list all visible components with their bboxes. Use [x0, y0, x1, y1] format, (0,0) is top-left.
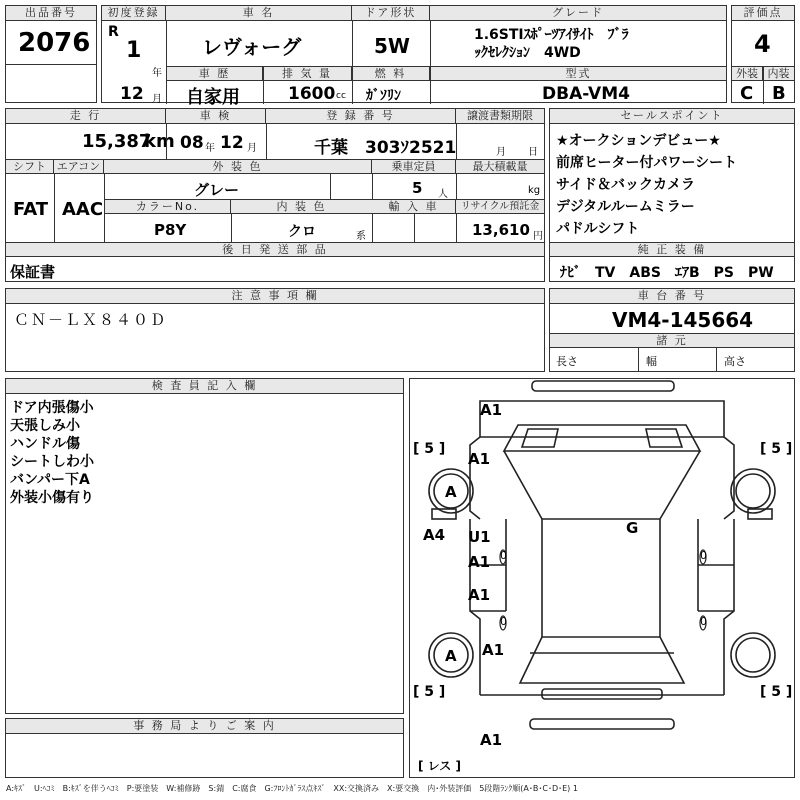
door-value: 5W	[374, 34, 410, 58]
notes-label: 注 意 事 項 欄	[6, 289, 544, 304]
displacement-unit: cc	[336, 91, 346, 101]
inspector-label: 検 査 員 記 入 欄	[6, 379, 403, 394]
mileage-value: 15,387	[82, 131, 152, 152]
inspection-year-unit: 年	[205, 143, 215, 154]
later-parts-label: 後 日 発 送 部 品	[6, 243, 544, 257]
later-parts-value: 保証書	[10, 263, 56, 281]
score-label: 評価点	[732, 6, 794, 21]
grade-line2: ｯｸｾﾚｸｼｮﾝ 4WD	[474, 45, 581, 61]
chassis-value: VM4-145664	[612, 308, 754, 332]
inspector-line: ハンドル傷	[10, 436, 80, 452]
recycle-unit: 円	[533, 231, 543, 242]
load-unit: kg	[528, 185, 541, 196]
recycle-value: 13,610	[472, 221, 530, 239]
lot-box	[5, 5, 97, 103]
sales-points-label: セールスポイント	[550, 109, 794, 124]
height-label: 高さ	[724, 355, 746, 368]
genuine-value: ﾅﾋﾞ TV ABS ｴｱB PS PW	[560, 265, 774, 281]
interior-label: 内装	[763, 67, 794, 81]
inspection-label: 車 検	[166, 109, 266, 124]
int-color-label: 内 装 色	[231, 200, 372, 214]
tread-rear-right: [ 5 ]	[760, 684, 793, 700]
mileage-label: 走 行	[6, 109, 166, 124]
door-label: ドア形状	[352, 6, 430, 21]
oval-zero-right-front: 0	[700, 549, 707, 562]
office-label: 事 務 局 よ り ご 案 内	[6, 719, 403, 734]
damage-mark-wheel-fl: A	[445, 483, 457, 501]
sales-point-item: ★オークションデビュー★	[556, 133, 721, 149]
oval-zero-left-front: 0	[500, 549, 507, 562]
shift-label: シフト	[6, 160, 54, 174]
color-no-value: P8Y	[154, 221, 187, 239]
inspection-year: 08	[180, 133, 204, 153]
inspector-line: 外装小傷有り	[10, 490, 94, 506]
ac-value: AAC	[62, 199, 104, 220]
score-value: 4	[754, 30, 771, 58]
damage-mark-side-left: A4	[423, 526, 446, 544]
damage-mark-windshield: G	[626, 519, 639, 537]
damage-mark-front-door-2: A1	[468, 553, 491, 571]
grade-label: グレード	[430, 6, 726, 21]
inspector-line: シートしわ小	[10, 454, 94, 470]
recycle-label: リサイクル預託金	[456, 200, 544, 214]
history-label: 車 歴	[167, 67, 263, 81]
office-box	[5, 718, 404, 778]
spare-tire-status: [ レス ]	[418, 759, 461, 773]
displacement-value: 1600	[288, 84, 336, 104]
damage-mark-rear-door: A1	[468, 586, 491, 604]
era-letter: R	[108, 24, 119, 40]
damage-mark-front-door: U1	[468, 528, 491, 546]
notes-box	[5, 288, 545, 372]
inspector-box	[5, 378, 404, 714]
ext-color-label: 外 装 色	[104, 160, 372, 174]
load-label: 最大積載量	[456, 160, 544, 174]
history-value: 自家用	[186, 87, 240, 108]
damage-mark-bumper-rear: A1	[480, 731, 503, 749]
import-label: 輸 入 車	[372, 200, 456, 214]
first-reg-year: 1	[126, 38, 142, 63]
registration-label: 登 録 番 号	[266, 109, 456, 124]
year-unit: 年	[152, 68, 162, 79]
sales-point-item: パドルシフト	[556, 221, 640, 237]
lot-number: 2076	[18, 28, 91, 58]
mileage-unit: km	[144, 131, 175, 152]
sales-point-item: デジタルルームミラー	[556, 199, 695, 215]
damage-legend: A:ｷｽﾞ U:ﾍｺﾐ B:ｷｽﾞを伴うﾍｺﾐ P:要塗装 W:補修跡 S:錆 C:腐食 G:ﾌﾛﾝﾄｶﾞﾗｽ点ｷｽﾞ XX:交換済み X:要交換 内･外装評価 5段階ﾗﾝｸ順(A･B･C･D･E) 1	[6, 784, 578, 793]
int-color-value: クロ	[288, 224, 316, 240]
score-box	[731, 5, 795, 103]
capacity-unit: 人	[438, 189, 448, 200]
registration-value: 千葉 303ｿ2521	[314, 138, 457, 158]
sales-points-box	[549, 108, 795, 282]
inspector-line: 天張しみ小	[10, 418, 80, 434]
capacity-label: 乗車定員	[372, 160, 456, 174]
spec-label: 諸 元	[550, 334, 794, 348]
grade-line1: 1.6STIｽﾎﾟｰﾂｱｲｻｲﾄ ﾌﾞﾗ	[474, 27, 629, 43]
damage-mark-fender-left: A1	[468, 450, 491, 468]
capacity-value: 5	[412, 179, 423, 197]
exterior-label: 外装	[732, 67, 763, 81]
tread-rear-left: [ 5 ]	[413, 684, 446, 700]
car-diagram	[410, 379, 794, 777]
shift-value: FAT	[13, 199, 49, 220]
fuel-value: ｶﾞｿﾘﾝ	[366, 88, 401, 104]
model-value: DBA-VM4	[542, 84, 630, 104]
lot-label: 出品番号	[6, 6, 96, 21]
car-diagram-box	[409, 378, 795, 778]
sales-point-item: 前席ヒーター付パワーシート	[556, 155, 738, 171]
inspection-month-unit: 月	[247, 143, 257, 154]
sales-point-item: サイド＆バックカメラ	[556, 177, 696, 193]
tread-front-left: [ 5 ]	[413, 441, 446, 457]
inspection-month: 12	[220, 133, 244, 153]
damage-mark-wheel-rl: A	[445, 647, 457, 665]
transfer-month-unit: 月	[496, 147, 506, 158]
oval-zero-left-rear: 0	[500, 615, 507, 628]
exterior-value: C	[740, 83, 754, 104]
transfer-day-unit: 日	[528, 147, 538, 158]
transfer-label: 譲渡書類期限	[456, 109, 544, 124]
length-label: 長さ	[556, 355, 578, 368]
header-block	[5, 5, 795, 108]
header-table	[101, 5, 727, 108]
notes-value: ＣＮ－ＬＸ８４０Ｄ	[14, 311, 168, 329]
inspector-line: ドア内張傷小	[10, 400, 94, 416]
car-name-label: 車 名	[166, 6, 352, 21]
detail-table	[5, 108, 545, 282]
month-value: 12	[120, 84, 144, 104]
chassis-box	[549, 288, 795, 372]
int-color-unit: 系	[356, 231, 366, 242]
car-name: レヴォーグ	[202, 35, 302, 59]
ac-label: エアコン	[54, 160, 104, 174]
fuel-label: 燃 料	[352, 67, 430, 81]
tread-front-right: [ 5 ]	[760, 441, 793, 457]
genuine-label: 純 正 装 備	[550, 243, 794, 257]
width-label: 幅	[646, 355, 657, 368]
inspector-line: バンパー下A	[10, 472, 90, 488]
damage-mark-quarter-left: A1	[482, 641, 505, 659]
interior-value: B	[772, 83, 786, 104]
displacement-label: 排 気 量	[263, 67, 352, 81]
damage-mark-bumper-front: A1	[480, 401, 503, 419]
first-reg-label: 初度登録	[102, 6, 166, 21]
oval-zero-right-rear: 0	[700, 615, 707, 628]
color-no-label: カラーNo.	[105, 200, 231, 214]
month-unit: 月	[152, 94, 162, 105]
ext-color-value: グレー	[194, 181, 240, 199]
model-label: 型式	[431, 67, 726, 81]
chassis-label: 車 台 番 号	[550, 289, 794, 304]
